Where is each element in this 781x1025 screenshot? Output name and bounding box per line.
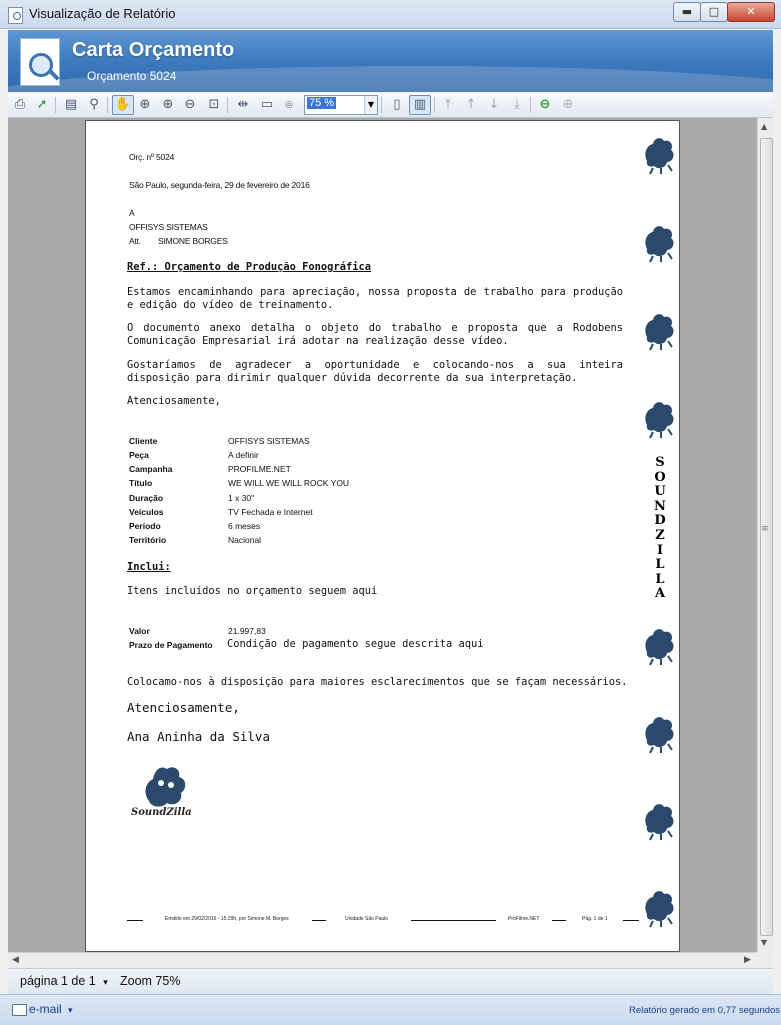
find-icon[interactable]: ⚲: [89, 97, 99, 112]
toolbar-separator: [434, 97, 435, 113]
vertical-brand-letter: I: [656, 542, 664, 558]
footer-rule: [127, 920, 143, 921]
scroll-left-arrow-icon[interactable]: ◀: [12, 955, 19, 965]
report-title: Carta Orçamento: [72, 39, 235, 61]
back-icon[interactable]: ⊖: [539, 97, 551, 112]
scroll-grip-icon: ≡: [761, 524, 769, 534]
magnifier-handle: [48, 69, 59, 80]
scroll-up-arrow-icon[interactable]: ▲: [761, 122, 768, 131]
vertical-brand-letter: Z: [655, 527, 665, 543]
closing-greeting-2: Atenciosamente,: [127, 700, 240, 715]
detail-value: Nacional: [228, 535, 262, 545]
printer-icon[interactable]: ⎙: [14, 97, 26, 112]
close-button[interactable]: ✕: [727, 2, 775, 22]
report-subtitle: Orçamento 5024: [87, 69, 177, 83]
detail-label: Duração: [129, 493, 164, 503]
zoom-select[interactable]: [304, 95, 378, 115]
window-titlebar: [0, 0, 781, 29]
previous-page-icon[interactable]: ↑: [465, 97, 477, 112]
side-claw-logo-icon: [641, 801, 677, 841]
zoom-indicator: Zoom 75%: [120, 974, 181, 988]
date-line: São Paulo, segunda-feira, 29 de fevereiro de 2016: [129, 180, 310, 190]
toolbar-separator: [381, 97, 382, 113]
detail-value: 1 x 30": [228, 493, 255, 503]
vertical-brand-letter: D: [654, 513, 666, 529]
multi-page-icon[interactable]: ▥: [409, 95, 431, 115]
attention-label: Att.: [129, 236, 141, 246]
vertical-brand-letter: L: [655, 557, 665, 573]
status-bar: [8, 968, 773, 995]
budget-number: Orç. nº 5024: [129, 152, 175, 162]
zoom-value: 75 %: [309, 97, 335, 109]
vertical-brand-letter: A: [654, 586, 666, 602]
detail-value: TV Fechada e Internet: [228, 507, 313, 517]
scroll-right-arrow-icon[interactable]: ▶: [744, 955, 751, 965]
viewer-toolbar: [8, 93, 773, 118]
last-page-icon[interactable]: ⤓: [514, 97, 520, 112]
maximize-button[interactable]: □: [700, 2, 728, 22]
vertical-brand-letter: S: [655, 455, 665, 470]
side-claw-logo-icon: [641, 714, 677, 754]
chevron-down-icon[interactable]: ▼: [364, 96, 377, 114]
vertical-brand-letter: O: [654, 469, 666, 485]
inclui-text: Itens incluídos no orçamento seguem aqui: [127, 585, 378, 597]
report-preview-icon: [20, 38, 60, 86]
prazo-label: Prazo de Pagamento: [129, 640, 213, 650]
paragraph-2: O documento anexo detalha o objeto do trabalho e proposta que a Rodobens Comunicação Empresarial irá adotar na realização desse vídeo.: [127, 322, 623, 347]
minimize-button[interactable]: ▬: [673, 2, 701, 22]
detail-label: Território: [129, 535, 167, 545]
zoom-in-icon[interactable]: ⊕: [139, 97, 151, 112]
footer-rule: [623, 920, 639, 921]
side-claw-logo-icon: [641, 399, 677, 439]
detail-label: Cliente: [129, 436, 158, 446]
closing-note: Colocamo-nos à disposição para maiores esclarecimentos que se façam necessários.: [127, 676, 628, 688]
detail-label: Campanha: [129, 464, 173, 474]
first-page-icon[interactable]: ⤒: [445, 97, 451, 112]
report-viewer-icon: [8, 7, 23, 24]
signature-name: Ana Aninha da Silva: [127, 729, 270, 744]
toolbar-separator: [55, 97, 56, 113]
toolbar-separator: [107, 97, 108, 113]
vertical-scrollbar[interactable]: [757, 118, 774, 952]
footer-unit: Unidade São Paulo: [345, 916, 389, 922]
fit-width-icon[interactable]: ⇹: [237, 97, 249, 112]
single-page-icon[interactable]: ▯: [393, 97, 401, 112]
side-claw-logo-icon: [641, 888, 677, 928]
table-of-contents-icon[interactable]: ▤: [64, 97, 78, 112]
side-claw-logo-icon: [641, 311, 677, 351]
vertical-brand-letter: U: [654, 484, 666, 500]
vertical-brand-letter: N: [654, 498, 666, 514]
footer-site: ProFilme.NET: [508, 916, 540, 922]
valor-value: 21.997,83: [228, 626, 266, 636]
detail-label: Título: [129, 478, 153, 488]
logo-wordmark: SoundZilla: [131, 807, 192, 818]
scrollbar-corner: [757, 952, 773, 968]
detail-value: PROFILME.NET: [228, 464, 291, 474]
closing-greeting: Atenciosamente,: [127, 395, 221, 407]
chevron-down-icon[interactable]: ▾: [103, 977, 108, 987]
generation-time: Relatório gerado em 0,77 segundos: [629, 1005, 781, 1016]
forward-icon[interactable]: ⊕: [562, 97, 574, 112]
reference-heading: Ref.: Orçamento de Produção Fonográfica: [127, 261, 371, 273]
vertical-brand-letter: L: [655, 571, 665, 587]
zoom-out-icon[interactable]: ⊖: [184, 97, 196, 112]
page-selector[interactable]: [20, 974, 108, 988]
zoom-in-plus-icon[interactable]: ⊕: [162, 97, 174, 112]
fit-page-icon[interactable]: ▭: [260, 97, 274, 112]
paragraph-1: Estamos encaminhando para apreciação, nossa proposta de trabalho para produção e edição do vídeo de treinamento.: [127, 286, 623, 311]
inclui-heading: Inclui:: [127, 561, 171, 573]
zoom-region-icon[interactable]: ⊡: [208, 97, 220, 112]
detail-value: A definir: [228, 450, 259, 460]
prazo-value: Condição de pagamento segue descrita aqui: [227, 638, 484, 650]
detail-label: Peça: [129, 450, 149, 460]
detail-label: Veículos: [129, 507, 164, 517]
toolbar-separator: [227, 97, 228, 113]
footer-issued: Emitido em 29/02/2016 - 15:29h, por Simone M. Borges: [165, 916, 289, 922]
attention-name: SIMONE BORGES: [158, 236, 228, 246]
side-claw-logo-icon: [641, 626, 677, 666]
detail-value: WE WILL WE WILL ROCK YOU: [228, 478, 350, 488]
page-indicator: página 1 de 1: [20, 974, 96, 988]
window-title: Visualização de Relatório: [29, 6, 176, 21]
detail-value: OFFISYS SISTEMAS: [228, 436, 310, 446]
export-icon[interactable]: ➚: [36, 97, 48, 112]
zoom-100-icon[interactable]: ◎: [285, 100, 293, 110]
horizontal-scrollbar[interactable]: [8, 952, 757, 969]
footer-rule: [312, 920, 326, 921]
paragraph-3: Gostaríamos de agradecer a oportunidade e colocando-nos a sua inteira disposição para dirimir qualquer dúvida decorrente da sua interpretação.: [127, 359, 623, 384]
toolbar-separator: [530, 97, 531, 113]
vertical-scroll-thumb[interactable]: [760, 138, 773, 936]
email-button[interactable]: [29, 1002, 73, 1016]
company-logo: [131, 761, 211, 821]
bottom-bar: [0, 994, 781, 1025]
vertical-brand-text: [652, 456, 668, 602]
footer-page: Pág. 1 de 1: [582, 916, 608, 922]
valor-label: Valor: [129, 626, 150, 636]
recipient-company: OFFISYS SISTEMAS: [129, 222, 208, 232]
detail-label: Período: [129, 521, 161, 531]
email-icon[interactable]: [12, 1004, 27, 1016]
email-label: e-mail: [29, 1002, 62, 1016]
scroll-down-arrow-icon[interactable]: ▼: [761, 938, 768, 947]
report-page: [85, 120, 680, 952]
detail-value: 6 meses: [228, 521, 261, 531]
chevron-down-icon[interactable]: ▾: [68, 1005, 73, 1015]
side-claw-logo-icon: [641, 135, 677, 175]
next-page-icon[interactable]: ↓: [488, 97, 500, 112]
footer-rule: [552, 920, 566, 921]
recipient-prefix: A: [129, 208, 135, 218]
side-claw-logo-icon: [641, 223, 677, 263]
footer-rule: [411, 920, 496, 921]
report-header-banner: [8, 30, 773, 92]
hand-tool-icon[interactable]: ✋: [112, 95, 134, 115]
